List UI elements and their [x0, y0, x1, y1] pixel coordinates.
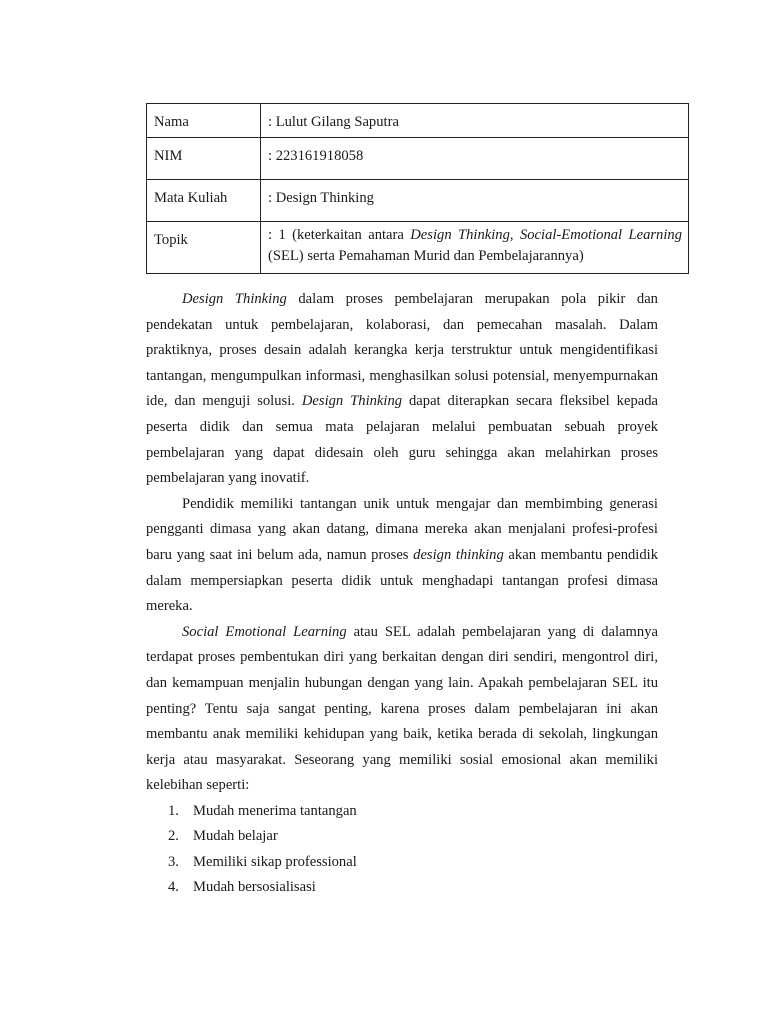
- info-label: Mata Kuliah: [147, 180, 261, 222]
- emphasis: design thinking: [413, 546, 504, 563]
- info-label: Topik: [147, 222, 261, 274]
- info-label: Nama: [147, 104, 261, 138]
- info-value: : Design Thinking: [261, 180, 689, 222]
- info-row-nim: [147, 138, 689, 180]
- info-value: : Lulut Gilang Saputra: [261, 104, 689, 138]
- list-number: 2.: [168, 828, 179, 845]
- info-row-course: [147, 180, 689, 222]
- topic-text: (SEL) serta Pemahaman Murid dan Pembelajarannya): [268, 248, 584, 264]
- list-item: [146, 850, 658, 875]
- emphasis: Design Thinking: [301, 393, 403, 410]
- list-item: [146, 875, 658, 900]
- paragraph-text: atau SEL adalah pembelajaran yang di dalamnya terdapat proses pembentukan diri yang berkaitan dengan diri sendiri, mengontrol diri, dan kemampuan menjalin hubungan dengan yang lain. Apakah pembelajaran SEL itu penting? Tentu saja sangat penting, karena proses dalam pembelajaran ini akan membantu anak memiliki kehidupan yang baik, ketika berada di sekolah, lingkungan kerja atau masyarakat. Seseorang yang memiliki sosial emosional akan memiliki kelebihan seperti:: [146, 623, 658, 794]
- list-number: 4.: [168, 879, 179, 896]
- paragraph-text: Pendidik memiliki tantangan unik untuk mengajar dan membimbing generasi pengganti dimasa yang akan datang, dimana mereka akan menjalani profesi-profesi baru yang saat ini belum ada, namun proses: [146, 495, 658, 563]
- benefits-list: [146, 799, 658, 901]
- list-text: Mudah bersosialisasi: [193, 879, 316, 896]
- topic-emphasis: Design Thinking: [410, 227, 510, 243]
- list-text: Mudah menerima tantangan: [193, 802, 357, 819]
- info-value-topic: [261, 222, 689, 274]
- topic-emphasis: Social-Emotional Learning: [519, 227, 683, 243]
- student-info-table: [146, 103, 689, 274]
- topic-text: : 1 (keterkaitan antara: [268, 227, 411, 243]
- info-label: NIM: [147, 138, 261, 180]
- info-row-topic: [147, 222, 689, 274]
- emphasis: Design Thinking: [182, 291, 287, 307]
- list-item: [146, 824, 658, 849]
- list-text: Memiliki sikap professional: [193, 853, 357, 870]
- list-number: 1.: [168, 802, 179, 819]
- paragraph-text: dalam proses pembelajaran merupakan pola pikir dan pendekatan untuk pembelajaran, kolaborasi, dan pemecahan masalah. Dalam praktiknya, proses desain adalah kerangka kerja terstruktur untuk mengidentifikasi tantangan, mengumpulkan informasi, menghasilkan solusi potensial, menyempurnakan ide, dan menguji solusi.: [146, 291, 658, 410]
- essay-body: [146, 287, 658, 901]
- info-value: : 223161918058: [261, 138, 689, 180]
- paragraph-educators: [146, 492, 658, 620]
- paragraph-text: dapat diterapkan secara fleksibel kepada peserta didik dan semua mata pelajaran melalui pembuatan sebuah proyek pembelajaran yang dapat didesain oleh guru sehingga akan melahirkan proses pembelajaran yang inovatif.: [146, 393, 658, 487]
- list-item: [146, 799, 658, 824]
- topic-text: ,: [509, 227, 520, 243]
- paragraph-design-thinking: [146, 287, 658, 492]
- list-text: Mudah belajar: [193, 828, 278, 845]
- paragraph-text: akan membantu pendidik dalam mempersiapkan peserta didik untuk menghadapi tantangan profesi dimasa mereka.: [146, 546, 658, 615]
- paragraph-sel: [146, 620, 658, 799]
- list-number: 3.: [168, 853, 179, 870]
- emphasis: Social Emotional Learning: [182, 623, 347, 640]
- info-row-name: [147, 104, 689, 138]
